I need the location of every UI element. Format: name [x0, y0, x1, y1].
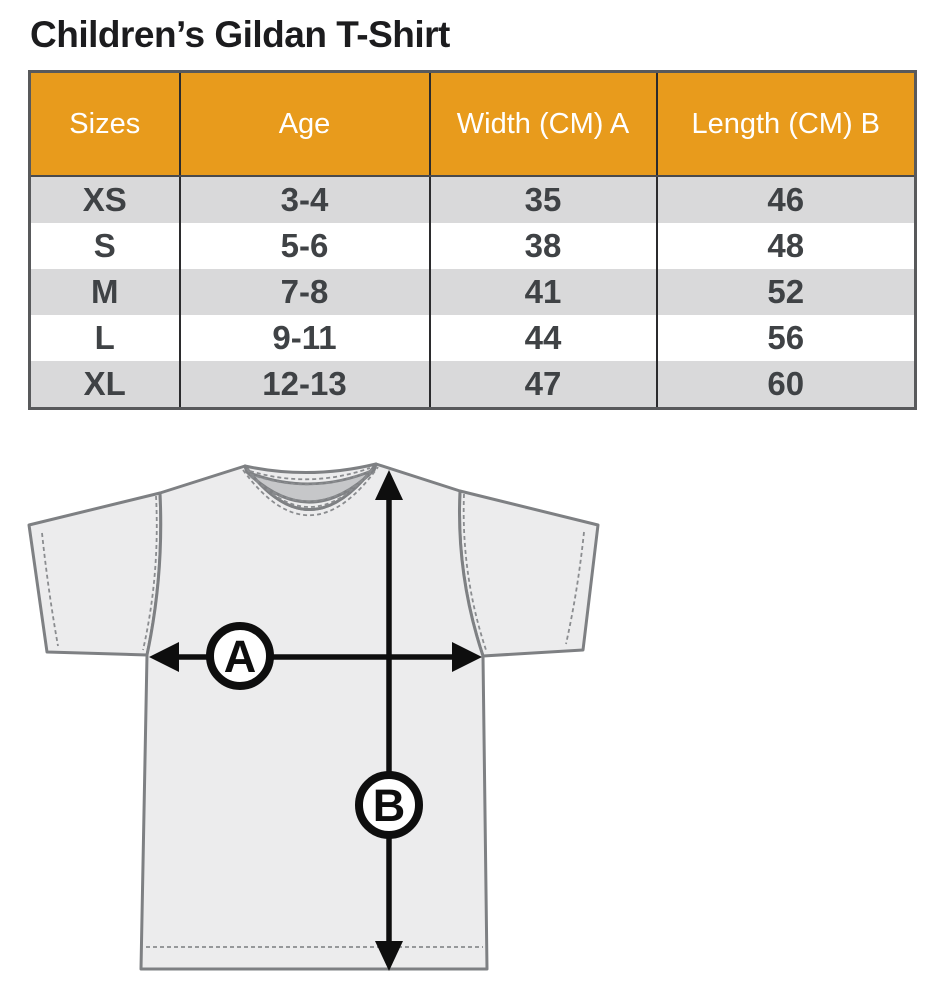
tshirt-measurement-diagram	[0, 440, 940, 1007]
tshirt-left-sleeve	[29, 493, 161, 655]
width-cell: 44	[430, 315, 657, 361]
age-cell: 12-13	[180, 361, 430, 409]
column-header-length: Length (CM) B	[657, 72, 916, 177]
age-cell: 9-11	[180, 315, 430, 361]
size-cell: L	[30, 315, 180, 361]
table-row	[30, 176, 916, 223]
width-cell: 35	[430, 176, 657, 223]
tshirt-body	[141, 464, 487, 969]
width-cell: 38	[430, 223, 657, 269]
width-label: A	[223, 631, 257, 682]
page-title: Children’s Gildan T-Shirt	[30, 14, 450, 55]
width-cell: 47	[430, 361, 657, 409]
age-cell: 3-4	[180, 176, 430, 223]
column-header-width: Width (CM) A	[430, 72, 657, 177]
age-cell: 5-6	[180, 223, 430, 269]
length-cell: 46	[657, 176, 916, 223]
age-cell: 7-8	[180, 269, 430, 315]
width-cell: 41	[430, 269, 657, 315]
table-row	[30, 361, 916, 409]
length-cell: 60	[657, 361, 916, 409]
size-cell: M	[30, 269, 180, 315]
table-row	[30, 269, 916, 315]
size-cell: XL	[30, 361, 180, 409]
length-cell: 56	[657, 315, 916, 361]
table-row	[30, 223, 916, 269]
column-header-sizes: Sizes	[30, 72, 180, 177]
length-cell: 52	[657, 269, 916, 315]
size-cell: S	[30, 223, 180, 269]
size-cell: XS	[30, 176, 180, 223]
column-header-age: Age	[180, 72, 430, 177]
table-row	[30, 315, 916, 361]
table-header-row	[30, 72, 916, 177]
length-label: B	[372, 780, 406, 831]
tshirt-right-sleeve	[459, 491, 598, 656]
size-table	[28, 70, 917, 410]
length-cell: 48	[657, 223, 916, 269]
